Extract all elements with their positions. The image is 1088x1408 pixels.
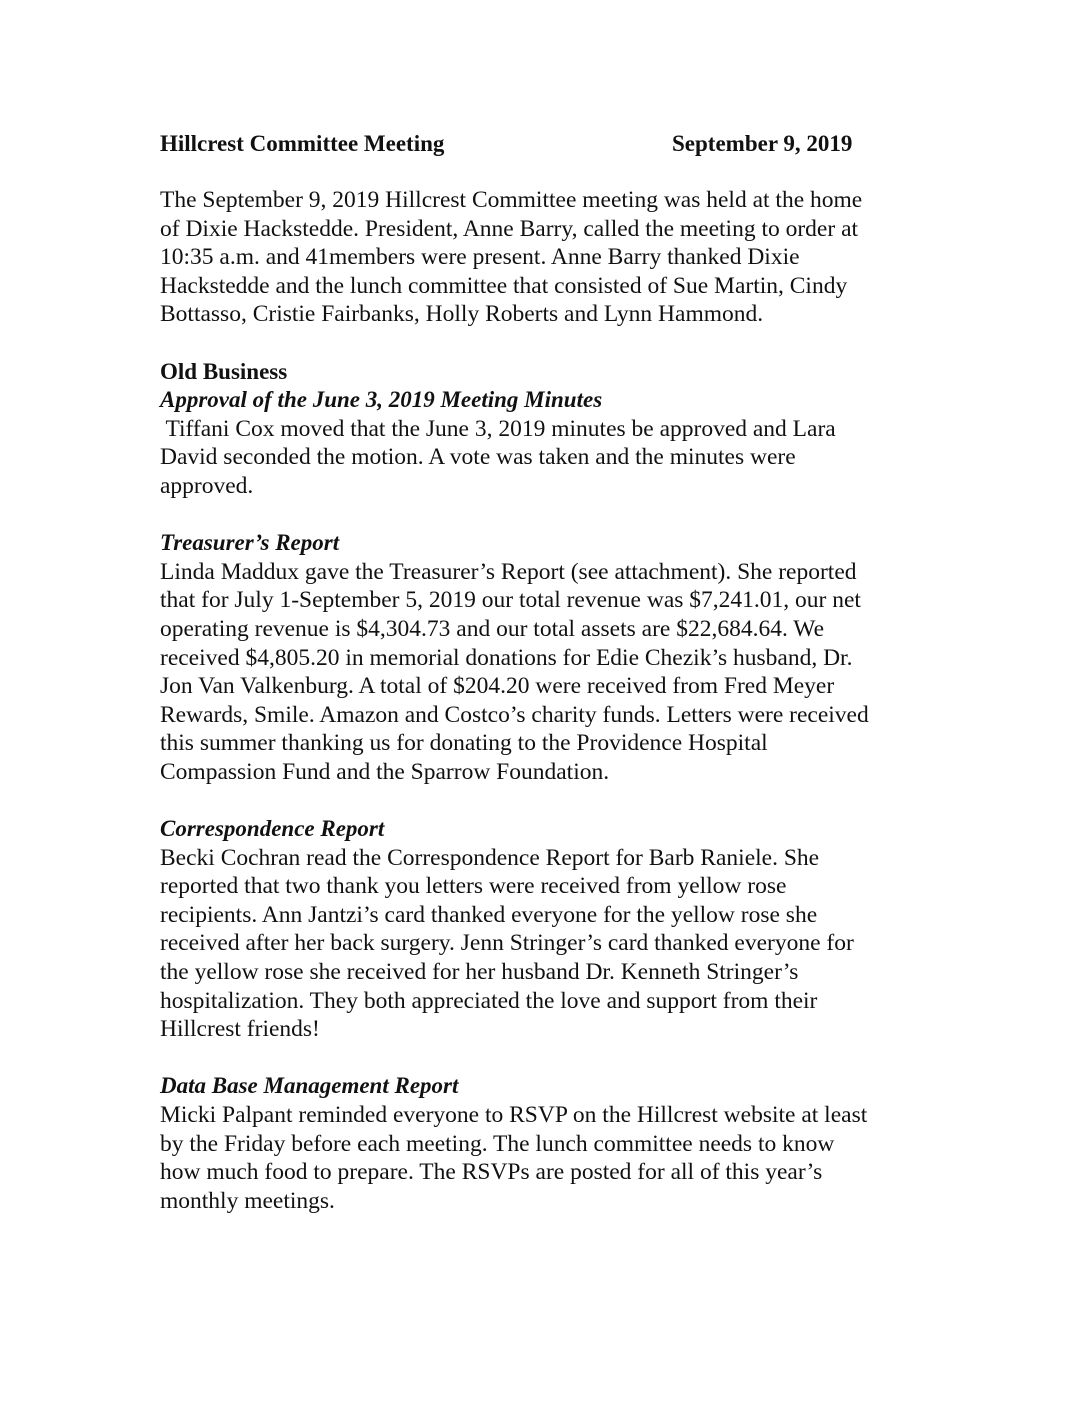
approval-heading: Approval of the June 3, 2019 Meeting Minutes — [160, 387, 603, 413]
paragraph-line: received $4,805.20 in memorial donations for Edie Chezik’s husband, Dr. — [160, 644, 853, 671]
paragraph-line: how much food to prepare. The RSVPs are posted for all of this year’s — [160, 1159, 823, 1186]
treasurer-heading: Treasurer’s Report — [160, 530, 340, 556]
intro-paragraph — [160, 186, 960, 329]
old-business-heading: Old Business — [160, 358, 288, 384]
spacer — [160, 1044, 960, 1073]
document-title: Hillcrest Committee Meeting — [160, 131, 445, 156]
paragraph-line: Hillcrest friends! — [160, 1016, 320, 1043]
paragraph-line: received after her back surgery. Jenn Stringer’s card thanked everyone for — [160, 930, 854, 957]
paragraph-line: Tiffani Cox moved that the June 3, 2019 minutes be approved and Lara — [160, 415, 836, 442]
paragraph-line: David seconded the motion. A vote was taken and the minutes were — [160, 444, 796, 471]
paragraph-line: by the Friday before each meeting. The lunch committee needs to know — [160, 1130, 835, 1157]
paragraph-line: Linda Maddux gave the Treasurer’s Report (see attachment). She reported — [160, 558, 857, 585]
paragraph-line: recipients. Ann Jantzi’s card thanked everyone for the yellow rose she — [160, 901, 818, 928]
correspondence-section — [160, 815, 960, 1044]
paragraph-line: monthly meetings. — [160, 1187, 335, 1214]
paragraph-line: 10:35 a.m. and 41members were present. Anne Barry thanked Dixie — [160, 244, 800, 271]
document-page — [160, 126, 960, 1215]
document-header — [160, 126, 960, 158]
paragraph-line: hospitalization. They both appreciated the love and support from their — [160, 987, 818, 1014]
paragraph-line: Jon Van Valkenburg. A total of $204.20 were received from Fred Meyer — [160, 673, 835, 700]
paragraph-line: that for July 1-September 5, 2019 our total revenue was $7,241.01, our net — [160, 587, 861, 614]
paragraph-line: Micki Palpant reminded everyone to RSVP on the Hillcrest website at least — [160, 1102, 868, 1128]
paragraph-line: this summer thanking us for donating to the Providence Hospital — [160, 730, 768, 757]
spacer — [160, 329, 960, 358]
paragraph-line: the yellow rose she received for her husband Dr. Kenneth Stringer’s — [160, 959, 799, 986]
meeting-date: September 9, 2019 — [672, 131, 853, 156]
paragraph-line: The September 9, 2019 Hillcrest Committee meeting was held at the home — [160, 187, 863, 213]
paragraph-line: Bottasso, Cristie Fairbanks, Holly Roberts and Lynn Hammond. — [160, 301, 764, 328]
paragraph-line: Rewards, Smile. Amazon and Costco’s charity funds. Letters were received — [160, 701, 869, 728]
paragraph-line: Compassion Fund and the Sparrow Foundation. — [160, 758, 610, 785]
paragraph-line: approved. — [160, 472, 254, 499]
database-heading: Data Base Management Report — [160, 1073, 459, 1099]
paragraph-line: operating revenue is $4,304.73 and our total assets are $22,684.64. We — [160, 615, 825, 642]
correspondence-heading: Correspondence Report — [160, 816, 385, 842]
treasurer-section — [160, 529, 960, 786]
paragraph-line: of Dixie Hackstedde. President, Anne Barry, called the meeting to order at — [160, 215, 859, 242]
paragraph-line: Hackstedde and the lunch committee that consisted of Sue Martin, Cindy — [160, 272, 848, 299]
approval-section — [160, 386, 960, 500]
spacer — [160, 786, 960, 815]
database-section — [160, 1072, 960, 1215]
spacer — [160, 501, 960, 530]
paragraph-line: Becki Cochran read the Correspondence Report for Barb Raniele. She — [160, 844, 820, 871]
paragraph-line: reported that two thank you letters were received from yellow rose — [160, 873, 787, 900]
